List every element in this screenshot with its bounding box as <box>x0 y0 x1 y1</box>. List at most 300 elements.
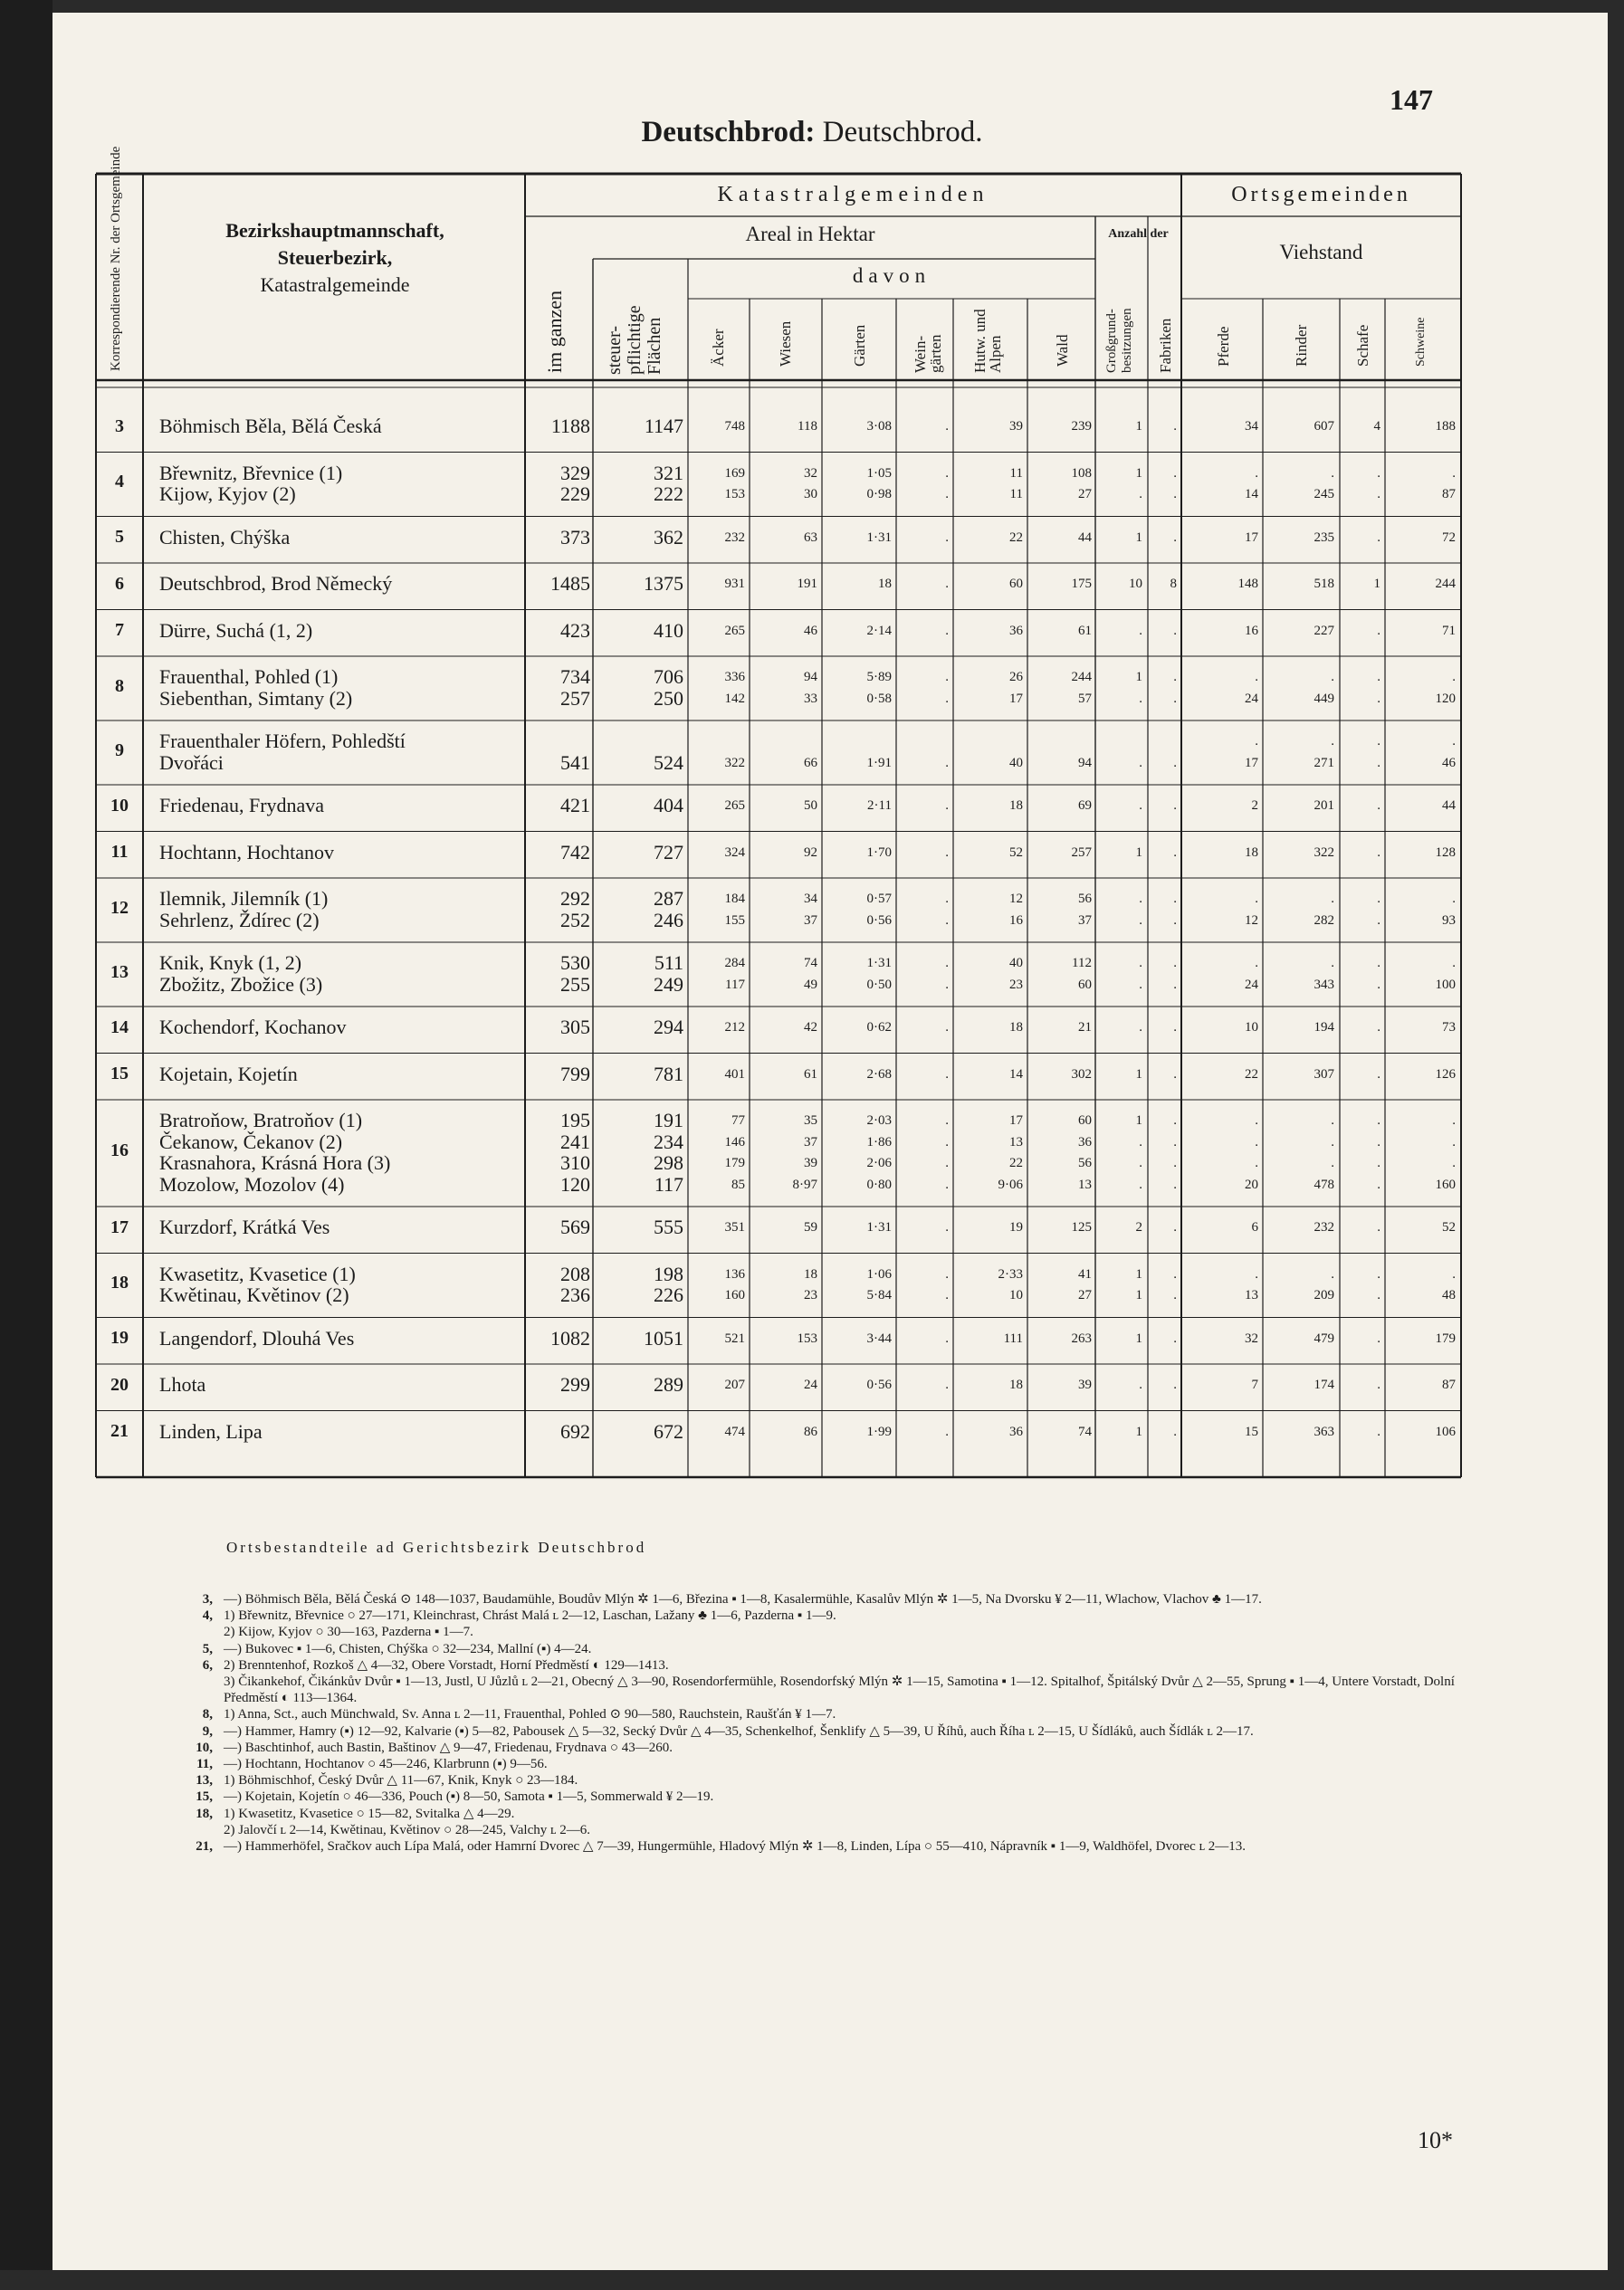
cell-wald: 69 <box>1078 798 1092 813</box>
row-number: 15 <box>110 1064 129 1084</box>
cell-dot: . <box>1377 956 1380 970</box>
cell-wein: . <box>945 1177 949 1192</box>
note-entry <box>195 1624 1471 1640</box>
cell-wald: 27 <box>1078 1288 1092 1302</box>
cell-pferde: 20 <box>1245 1177 1258 1192</box>
cell-wiesen: 94 <box>804 670 817 684</box>
header-areal: Areal in Hektar <box>745 223 875 245</box>
cell-gross: 1 <box>1135 530 1142 545</box>
cell-schweine: 48 <box>1442 1288 1456 1302</box>
cell-wald: 263 <box>1071 1331 1092 1346</box>
header-district-line3: Katastralgemeinde <box>260 273 410 296</box>
cell-schafe: . <box>1377 755 1380 770</box>
cell-taxable: 781 <box>654 1062 683 1085</box>
header-weingaerten-text: Wein-gärten <box>912 334 944 373</box>
katastral-name: Zbožitz, Zbožice (3) <box>159 972 323 996</box>
cell-hutw: 40 <box>1009 755 1023 770</box>
cell-fab: . <box>1173 1177 1177 1192</box>
cell-rinder: 363 <box>1314 1424 1334 1439</box>
cell-fab: 8 <box>1170 577 1177 591</box>
cell-gaerten: 1·86 <box>866 1134 892 1150</box>
cell-total: 423 <box>560 618 590 642</box>
note-key: 13, <box>196 1773 213 1789</box>
cell-gaerten: 1·05 <box>866 465 892 481</box>
cell-wiesen: 49 <box>804 977 817 992</box>
cell-gaerten: 5·89 <box>866 670 892 684</box>
cell-wald: 56 <box>1078 892 1092 906</box>
cell-schweine: 93 <box>1442 912 1456 928</box>
cell-wiesen: 50 <box>804 798 817 813</box>
note-text: 2) Kijow, Kyjov ○ 30—163, Pazderna ▪ 1—7. <box>224 1625 473 1640</box>
cell-dot: . <box>1377 1156 1380 1170</box>
katastral-name: Linden, Lipa <box>159 1419 263 1443</box>
cell-schweine: 179 <box>1435 1331 1456 1346</box>
cell-wiesen: 118 <box>798 419 817 434</box>
katastral-name: Bratroňow, Bratroňov (1) <box>159 1109 363 1131</box>
cell-wiesen: 46 <box>804 623 817 638</box>
cell-dot: . <box>1331 956 1334 970</box>
header-gaerten: Gärten <box>851 324 868 367</box>
cell-total: 1188 <box>550 415 590 437</box>
note-text: 1) Böhmischhof, Český Dvůr △ 11—67, Knik, Knyk ○ 23—184. <box>224 1773 578 1789</box>
cell-aecker: 265 <box>724 623 745 638</box>
cell-wald: 257 <box>1071 844 1092 860</box>
cell-gaerten: 2·68 <box>866 1066 892 1082</box>
cell-schafe: . <box>1377 798 1380 813</box>
cell-pferde: 17 <box>1245 530 1258 545</box>
cell-wald: 244 <box>1071 670 1092 684</box>
cell-wein: . <box>945 844 949 860</box>
cell-taxable: 298 <box>654 1151 683 1174</box>
cell-wein: . <box>945 1020 949 1035</box>
katastral-name: Knik, Knyk (1, 2) <box>159 951 302 974</box>
cell-wein: . <box>945 798 949 813</box>
cell-wald: 94 <box>1078 755 1092 770</box>
cell-aecker: 169 <box>724 465 745 481</box>
cell-dot: . <box>1331 1266 1334 1282</box>
cell-gaerten: 0·62 <box>866 1020 892 1035</box>
cell-dot: . <box>1255 1113 1258 1128</box>
cell-fab: . <box>1173 892 1177 906</box>
cell-hutw: 12 <box>1009 892 1023 906</box>
cell-wiesen: 39 <box>804 1156 817 1170</box>
cell-wiesen: 30 <box>804 487 817 501</box>
header-im-ganzen: im ganzen <box>543 290 566 373</box>
cell-wiesen: 34 <box>804 892 817 906</box>
cell-hutw: 22 <box>1009 530 1023 545</box>
cell-gross: 1 <box>1135 1331 1142 1346</box>
cell-schafe: . <box>1377 844 1380 860</box>
cell-aecker: 284 <box>724 956 745 970</box>
cell-hutw: 11 <box>1009 465 1023 481</box>
cell-gaerten: 1·91 <box>866 755 892 770</box>
cell-dot: . <box>1255 670 1258 684</box>
cell-taxable: 287 <box>654 887 683 910</box>
cell-pferde: 148 <box>1237 577 1258 591</box>
cell-fab: . <box>1173 623 1177 638</box>
header-wiesen: Wiesen <box>777 320 794 367</box>
note-key: 3, <box>202 1592 213 1607</box>
cell-gaerten: 3·08 <box>866 419 892 434</box>
cell-pferde: 32 <box>1245 1331 1258 1346</box>
cell-rinder: 607 <box>1314 419 1334 434</box>
cell-fab: . <box>1173 977 1177 992</box>
katastral-name: Kwětinau, Květinov (2) <box>159 1283 349 1306</box>
note-entry <box>195 1657 1471 1674</box>
katastral-name: Kojetain, Kojetín <box>159 1062 298 1085</box>
cell-gross: . <box>1139 623 1142 638</box>
row-number: 11 <box>110 842 129 863</box>
header-schweine: Schweine <box>1414 317 1428 367</box>
cell-dot: . <box>1452 1113 1456 1128</box>
cell-aecker: 265 <box>724 798 745 813</box>
cell-gaerten: 1·31 <box>866 530 892 545</box>
page-number: 147 <box>1390 83 1433 116</box>
cell-taxable: 226 <box>654 1283 683 1306</box>
note-entry <box>195 1806 1471 1822</box>
cell-gaerten: 18 <box>878 577 892 591</box>
cell-wald: 57 <box>1078 691 1092 706</box>
page-title-rest: Deutschbrod. <box>815 116 983 148</box>
cell-wald: 175 <box>1071 577 1092 591</box>
cell-fab: . <box>1173 1288 1177 1302</box>
cell-total: 329 <box>560 461 590 484</box>
note-entry <box>195 1789 1471 1805</box>
cell-wein: . <box>945 487 949 501</box>
cell-wein: . <box>945 1113 949 1128</box>
cell-fab: . <box>1173 1066 1177 1082</box>
cell-hutw: 18 <box>1009 1378 1023 1392</box>
note-entry <box>195 1740 1471 1756</box>
cell-schweine: 72 <box>1442 530 1456 545</box>
cell-gaerten: 0·98 <box>866 487 892 501</box>
cell-wald: 44 <box>1078 530 1092 545</box>
cell-schafe: . <box>1377 1424 1380 1439</box>
cell-taxable: 249 <box>654 972 683 996</box>
note-text: —) Hammerhöfel, Sračkov auch Lípa Malá, oder Hamrní Dvorec △ 7—39, Hungermühle, Hladový Mlýn ✲ 1—8, Linden, Lípa ○ 55—410, Nápravník ▪ 1—9, Waldhöfel, Dvorec ʟ 2—13. <box>224 1839 1247 1855</box>
katastral-name: Lhota <box>159 1373 206 1396</box>
cell-gaerten: 0·56 <box>866 1378 892 1392</box>
cell-schweine: 188 <box>1435 419 1456 434</box>
cell-schweine: 244 <box>1435 577 1456 591</box>
cell-aecker: 474 <box>724 1424 745 1439</box>
cell-aecker: 77 <box>731 1113 745 1128</box>
cell-schweine: 46 <box>1442 755 1456 770</box>
cell-dot: . <box>1452 1156 1456 1170</box>
note-key: 10, <box>196 1740 213 1755</box>
cell-pferde: 24 <box>1245 977 1258 992</box>
header-katastral: Katastralgemeinden <box>717 183 989 206</box>
cell-aecker: 136 <box>724 1266 745 1282</box>
cell-aecker: 212 <box>724 1020 745 1035</box>
cell-fab: . <box>1173 1331 1177 1346</box>
cell-gross: 1 <box>1135 670 1142 684</box>
cell-dot: . <box>1331 1113 1334 1128</box>
cell-schafe: . <box>1377 691 1380 706</box>
cell-wald: 13 <box>1078 1177 1092 1192</box>
cell-taxable: 410 <box>654 618 683 642</box>
cell-aecker: 322 <box>724 755 745 770</box>
cell-aecker: 748 <box>724 419 745 434</box>
cell-fab: . <box>1173 487 1177 501</box>
cell-dot: . <box>1331 1156 1334 1170</box>
cell-fab: . <box>1173 1266 1177 1282</box>
cell-fab: . <box>1173 798 1177 813</box>
cell-dot: . <box>1377 734 1380 749</box>
cell-gaerten: 0·50 <box>866 977 892 992</box>
note-entry <box>195 1641 1471 1657</box>
cell-schweine: 52 <box>1442 1220 1456 1235</box>
cell-total: 799 <box>560 1062 590 1085</box>
katastral-name: Kochendorf, Kochanov <box>159 1016 347 1038</box>
cell-dot: . <box>1255 1134 1258 1150</box>
cell-rinder: 343 <box>1314 977 1334 992</box>
katastral-name: Hochtann, Hochtanov <box>159 840 335 864</box>
cell-wein: . <box>945 912 949 928</box>
cell-dot: . <box>1452 892 1456 906</box>
cell-taxable: 1375 <box>644 572 683 595</box>
cell-total: 236 <box>560 1283 590 1306</box>
cell-wiesen: 63 <box>804 530 817 545</box>
cell-taxable: 555 <box>654 1216 683 1238</box>
note-text: —) Baschtinhof, auch Bastin, Baštinov △ 9—47, Friedenau, Frydnava ○ 43—260. <box>224 1740 673 1755</box>
signature-mark: 10* <box>1418 2127 1453 2153</box>
note-key: 21, <box>196 1839 213 1855</box>
katastral-name: Kijow, Kyjov (2) <box>159 482 296 505</box>
cell-aecker: 184 <box>724 892 745 906</box>
cell-aecker: 351 <box>724 1220 745 1235</box>
cell-total: 305 <box>560 1016 590 1038</box>
cell-dot: . <box>1377 465 1380 481</box>
cell-dot: . <box>1255 734 1258 749</box>
cell-wein: . <box>945 1066 949 1082</box>
cell-dot: . <box>1377 1113 1380 1128</box>
row-number: 12 <box>110 897 129 918</box>
cell-gaerten: 0·56 <box>866 912 892 928</box>
cell-hutw: 36 <box>1009 623 1023 638</box>
note-key: 8, <box>202 1707 213 1722</box>
cell-wein: . <box>945 1288 949 1302</box>
header-ortsgemeinden: Ortsgemeinden <box>1231 183 1411 206</box>
note-text: —) Hammer, Hamry (▪) 12—92, Kalvarie (▪) 5—82, Pabousek △ 5—32, Secký Dvůr △ 4—35, Schenkelhof, Šenklify △ 5—39, U Říhů, auch Říha ʟ 2—15, U Šídláků, auch Šídlák ʟ 2—17. <box>224 1723 1254 1739</box>
cell-aecker: 207 <box>724 1378 745 1392</box>
cell-wein: . <box>945 1424 949 1439</box>
cell-pferde: 18 <box>1245 844 1258 860</box>
cell-wein: . <box>945 1378 949 1392</box>
cell-wald: 108 <box>1071 465 1092 481</box>
cell-wiesen: 32 <box>804 465 817 481</box>
note-key: 4, <box>202 1608 213 1624</box>
cell-wein: . <box>945 755 949 770</box>
cell-fab: . <box>1173 844 1177 860</box>
cell-wiesen: 35 <box>804 1113 817 1128</box>
cell-taxable: 191 <box>654 1109 683 1131</box>
cell-hutw: 22 <box>1009 1156 1023 1170</box>
cell-wiesen: 59 <box>804 1220 817 1235</box>
cell-total: 241 <box>560 1130 590 1153</box>
note-text: 3) Čikankehof, Čikánkův Dvůr ▪ 1—13, Justl, U Jůzlů ʟ 2—21, Obecný △ 3—90, Rosendorfermühle, Rosendorfský Mlýn ✲ 1—15, Samotina ▪ 1—12. Spitalhof, Špitálský Dvůr △ 2—55, Sprung ▪ 1—4, Untere Vorstadt, Dolní Předměstí ◐ 113—1364. <box>224 1675 1455 1706</box>
cell-total: 292 <box>560 887 590 910</box>
cell-dot: . <box>1377 1266 1380 1282</box>
row-number: 7 <box>115 620 124 641</box>
cell-hutw: 11 <box>1009 487 1023 501</box>
cell-aecker: 931 <box>724 577 745 591</box>
note-entry <box>195 1706 1471 1722</box>
note-entry <box>195 1756 1471 1772</box>
cell-pferde: 6 <box>1251 1220 1258 1235</box>
cell-schafe: . <box>1377 487 1380 501</box>
header-davon: davon <box>852 264 931 287</box>
cell-taxable: 250 <box>654 686 683 710</box>
cell-aecker: 179 <box>724 1156 745 1170</box>
row-number: 14 <box>110 1016 129 1037</box>
header-district <box>145 217 525 299</box>
cell-total: 692 <box>560 1419 590 1443</box>
cell-wald: 39 <box>1078 1378 1092 1392</box>
katastral-name: Sehrlenz, Ždírec (2) <box>159 908 320 931</box>
cell-gaerten: 2·14 <box>866 623 892 638</box>
cell-fab: . <box>1173 465 1177 481</box>
cell-schafe: . <box>1377 1288 1380 1302</box>
cell-wald: 56 <box>1078 1156 1092 1170</box>
katastral-name: Kwasetitz, Kvasetice (1) <box>159 1262 356 1285</box>
cell-schweine: 71 <box>1442 623 1456 638</box>
cell-wiesen: 18 <box>804 1266 817 1282</box>
cell-schafe: . <box>1377 977 1380 992</box>
cell-wald: 60 <box>1078 1113 1092 1128</box>
row-number: 5 <box>115 527 124 548</box>
cell-pferde: 22 <box>1245 1066 1258 1082</box>
cell-hutw: 52 <box>1009 844 1023 860</box>
header-viehstand: Viehstand <box>1279 241 1363 263</box>
cell-total: 541 <box>560 750 590 774</box>
note-entry <box>195 1822 1471 1838</box>
cell-wiesen: 37 <box>804 912 817 928</box>
cell-total: 208 <box>560 1262 590 1285</box>
note-key: 15, <box>196 1789 213 1805</box>
cell-fab: . <box>1173 1134 1177 1150</box>
cell-gross: . <box>1139 1378 1142 1392</box>
cell-fab: . <box>1173 1424 1177 1439</box>
note-key: 11, <box>196 1757 213 1772</box>
cell-wein: . <box>945 977 949 992</box>
cell-total: 252 <box>560 908 590 931</box>
cell-hutw: 26 <box>1009 670 1023 684</box>
cell-fab: . <box>1173 1220 1177 1235</box>
cell-hutw: 16 <box>1009 912 1023 928</box>
cell-schafe: . <box>1377 1177 1380 1192</box>
note-entry <box>195 1591 1471 1608</box>
cell-dot: . <box>1377 892 1380 906</box>
cell-taxable: 234 <box>654 1130 683 1153</box>
cell-total: 299 <box>560 1373 590 1396</box>
cell-hutw: 9·06 <box>998 1177 1023 1192</box>
cell-rinder: 307 <box>1314 1066 1334 1082</box>
katastral-name: Ilemnik, Jilemník (1) <box>159 887 329 910</box>
cell-gross: . <box>1139 956 1142 970</box>
cell-wein: . <box>945 1220 949 1235</box>
katastral-name: Dürre, Suchá (1, 2) <box>159 618 313 642</box>
cell-pferde: 14 <box>1245 487 1258 501</box>
cell-fab: . <box>1173 1020 1177 1035</box>
cell-wiesen: 33 <box>804 691 817 706</box>
katastral-name: Deutschbrod, Brod Německý <box>159 572 393 595</box>
row-number: 21 <box>110 1421 129 1442</box>
cell-rinder: 235 <box>1314 530 1334 545</box>
cell-wiesen: 92 <box>804 844 817 860</box>
katastral-name: Friedenau, Frydnava <box>159 794 325 816</box>
cell-pferde: 34 <box>1245 419 1258 434</box>
cell-wald: 239 <box>1071 419 1092 434</box>
cell-rinder: 194 <box>1314 1020 1334 1035</box>
cell-dot: . <box>1452 465 1456 481</box>
cell-schweine: 44 <box>1442 798 1456 813</box>
cell-aecker: 324 <box>724 844 745 860</box>
header-district-line2: Steuerbezirk, <box>277 246 393 269</box>
cell-gaerten: 2·03 <box>866 1113 892 1128</box>
cell-aecker: 153 <box>724 487 745 501</box>
cell-gaerten: 1·31 <box>866 1220 892 1235</box>
note-entry <box>195 1723 1471 1740</box>
cell-gross: 1 <box>1135 1288 1142 1302</box>
cell-wald: 27 <box>1078 487 1092 501</box>
cell-aecker: 85 <box>731 1177 745 1192</box>
cell-hutw: 39 <box>1009 419 1023 434</box>
row-number: 8 <box>115 675 124 696</box>
header-aecker: Äcker <box>710 329 727 367</box>
cell-schweine: 87 <box>1442 487 1456 501</box>
cell-hutw: 13 <box>1009 1134 1023 1150</box>
cell-taxable: 362 <box>654 525 683 549</box>
cell-aecker: 160 <box>724 1288 745 1302</box>
page-title-bold: Deutschbrod: <box>641 116 816 148</box>
note-text: 1) Břewnitz, Břevnice ○ 27—171, Kleinchrast, Chrást Malá ʟ 2—12, Laschan, Lažany ♣ 1—6, Pazderna ▪ 1—9. <box>224 1608 836 1624</box>
katastral-name: Břewnitz, Břevnice (1) <box>159 461 343 484</box>
cell-wald: 302 <box>1071 1066 1092 1082</box>
cell-aecker: 117 <box>725 977 745 992</box>
cell-gross: . <box>1139 1156 1142 1170</box>
cell-fab: . <box>1173 1378 1177 1392</box>
cell-rinder: 209 <box>1314 1288 1334 1302</box>
cell-pferde: 7 <box>1251 1378 1258 1392</box>
cell-rinder: 518 <box>1314 577 1334 591</box>
cell-schweine: 106 <box>1435 1424 1456 1439</box>
cell-wein: . <box>945 577 949 591</box>
cell-hutw: 18 <box>1009 798 1023 813</box>
cell-dot: . <box>1255 892 1258 906</box>
cell-taxable: 672 <box>654 1419 683 1443</box>
cell-schafe: . <box>1377 530 1380 545</box>
cell-pferde: 10 <box>1245 1020 1258 1035</box>
cell-hutw: 111 <box>1003 1331 1023 1346</box>
cell-dot: . <box>1255 956 1258 970</box>
cell-rinder: 449 <box>1314 691 1334 706</box>
cell-hutw: 2·33 <box>998 1266 1023 1282</box>
cell-dot: . <box>1452 1134 1456 1150</box>
header-hutw <box>972 305 1003 373</box>
cell-gross: 2 <box>1135 1220 1142 1235</box>
row-number: 20 <box>110 1374 129 1395</box>
cell-gaerten: 0·58 <box>866 691 892 706</box>
cell-pferde: 17 <box>1245 755 1258 770</box>
cell-aecker: 155 <box>724 912 745 928</box>
header-schafe: Schafe <box>1354 324 1371 367</box>
row-number: 13 <box>110 961 129 982</box>
cell-rinder: 232 <box>1314 1220 1334 1235</box>
cell-schweine: 128 <box>1435 844 1456 860</box>
row-number: 16 <box>110 1140 129 1160</box>
note-text: —) Hochtann, Hochtanov ○ 45—246, Klarbrunn (▪) 9—56. <box>224 1757 548 1772</box>
